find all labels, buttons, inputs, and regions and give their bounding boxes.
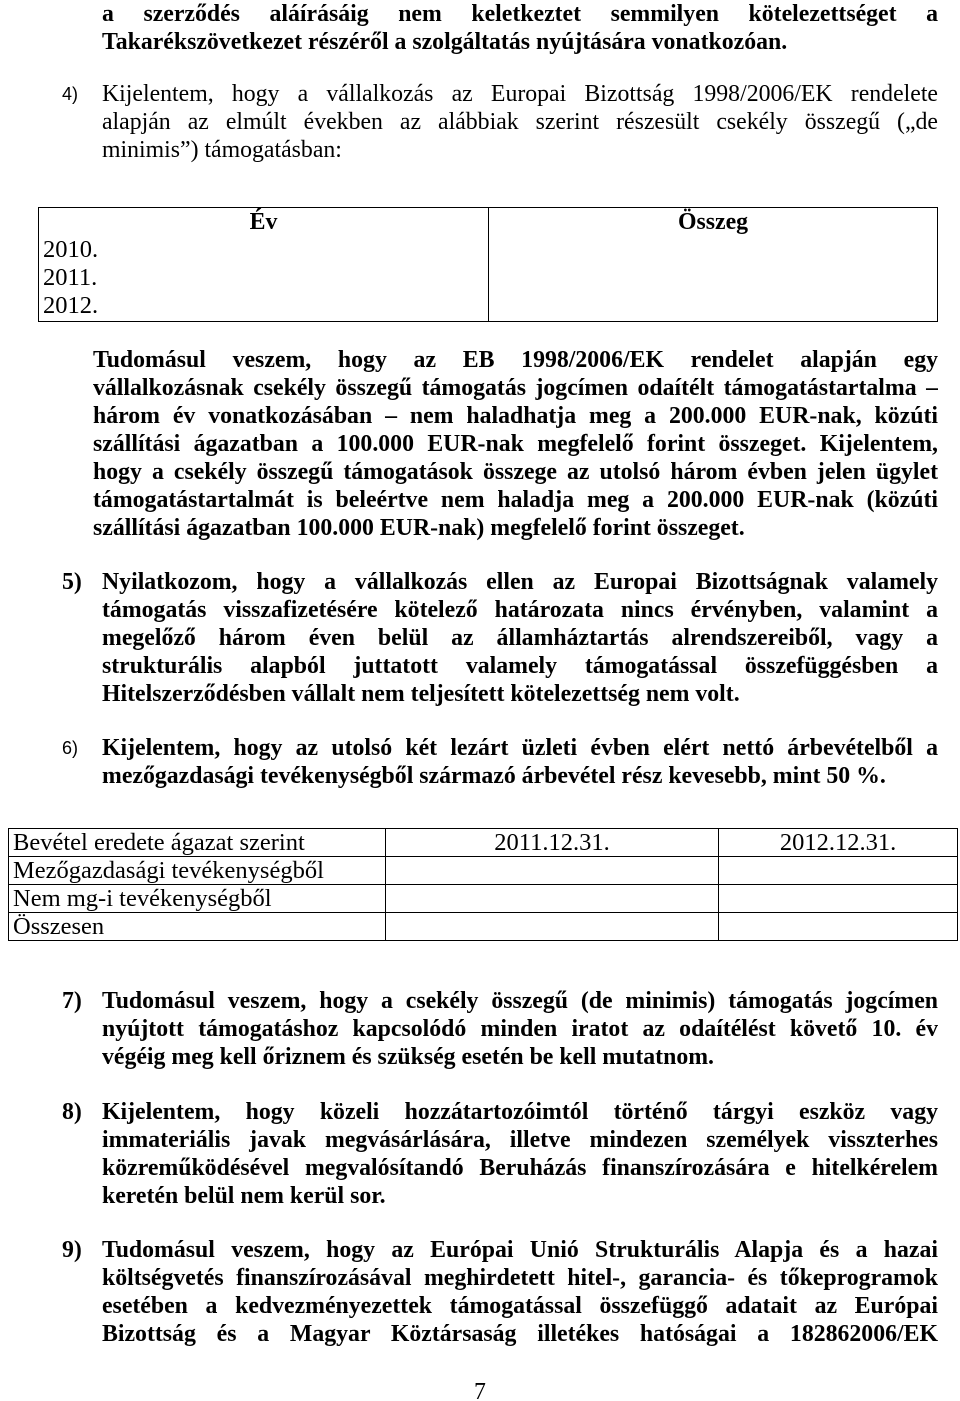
text-line: Tudomásul veszem, hogy az EB 1998/2006/EK rendelet alapján egy (93, 347, 938, 373)
text-line: Kijelentem, hogy az utolsó két lezárt üzleti évben elért nettó árbevételből a (102, 735, 938, 761)
year-header: Év (249, 209, 278, 235)
text-line: esetében a kedvezményezettek támogatással összefüggő adatait az Európai (102, 1293, 938, 1319)
table-header-cell: 2012.12.31. (719, 829, 958, 857)
text-line: megelőző három éven belül az államháztartás alrendszereiből, vagy a (102, 625, 938, 651)
revenue-source-table (8, 828, 958, 941)
text-line: Kijelentem, hogy közeli hozzátartozóimtól történő tárgyi eszköz vagy (102, 1099, 938, 1125)
text-line: hogy a csekély összegű támogatások összege az utolsó három évben jelen ügylet (93, 459, 938, 485)
text-line: három év vonatkozásában – nem haladhatja meg a 200.000 EUR-nak, közúti (93, 403, 938, 429)
text-line: a szerződés aláírásáig nem keletkeztet semmilyen kötelezettséget a (102, 1, 938, 27)
amount-header: Összeg (677, 209, 749, 235)
item-text (102, 987, 938, 1071)
text-line: nyújtott támogatáshoz kapcsolódó minden iratot az odaítélést követő 10. év (102, 1016, 938, 1042)
item-text (102, 734, 938, 790)
text-line: vállalkozásnak csekély összegű támogatás jogcímen odaítélt támogatástartalma – (93, 375, 938, 401)
item-text (102, 1236, 938, 1348)
notice-text (93, 346, 938, 542)
text-line: Takarékszövetkezet részéről a szolgáltatás nyújtására vonatkozóan. (102, 29, 788, 55)
table-cell (719, 913, 958, 941)
text-line: Hitelszerződésben vállalt nem teljesített kötelezettség nem volt. (102, 681, 740, 707)
item-number: 9) (62, 1237, 82, 1263)
table-cell (386, 913, 719, 941)
item-number: 5) (62, 569, 82, 595)
item-text (102, 1098, 938, 1210)
item-number: 8) (62, 1099, 82, 1125)
text-line: keretén belül nem kerül sor. (102, 1183, 386, 1209)
text-line: Tudomásul veszem, hogy az Európai Unió Strukturális Alapja és a hazai (102, 1237, 938, 1263)
item-text (102, 80, 938, 164)
text-line: minimis”) támogatásban: (102, 137, 342, 163)
text-line: szállítási ágazatban a 100.000 EUR-nak megfelelő forint összeget. Kijelentem, (93, 431, 938, 457)
table-header-cell: 2011.12.31. (386, 829, 719, 857)
table-header-cell: Bevétel eredete ágazat szerint (9, 829, 386, 857)
item-text (102, 568, 938, 708)
text-line: Kijelentem, hogy a vállalkozás az Europai Bizottság 1998/2006/EK rendelete (102, 81, 938, 107)
table-cell (386, 857, 719, 885)
text-line: Nyilatkozom, hogy a vállalkozás ellen az Europai Bizottságnak valamely (102, 569, 938, 595)
table-cell (386, 885, 719, 913)
year-cell: 2010. (43, 236, 99, 263)
item-number: 4) (62, 84, 79, 104)
item-number: 6) (62, 738, 79, 758)
text-line: strukturális alapból juttatott valamely támogatással összefüggésben a (102, 653, 938, 679)
text-line: költségvetés finanszírozásával meghirdetett hitel-, garancia- és tőkeprogramok (102, 1265, 938, 1291)
text-line: szállítási ágazatban 100.000 EUR-nak) megfelelő forint összeget. (93, 515, 745, 541)
de-minimis-table (38, 207, 938, 322)
text-line: Tudomásul veszem, hogy a csekély összegű (de minimis) támogatás jogcímen (102, 988, 938, 1014)
table-row-label: Nem mg-i tevékenységből (9, 885, 386, 913)
table-row-label: Összesen (9, 913, 386, 941)
amount-column (489, 208, 937, 321)
text-line: alapján az elmúlt években az alábbiak szerint részesült csekély összegű („de (102, 109, 938, 135)
year-column (39, 208, 489, 321)
year-cell: 2012. (43, 292, 99, 319)
table-cell (719, 885, 958, 913)
text-line: végéig meg kell őriznem és szükség esetén be kell mutatnom. (102, 1044, 715, 1070)
item-text (102, 0, 938, 56)
item-number: 7) (62, 988, 82, 1014)
text-line: közreműködésével megvalósítandó Beruházás finanszírozására e hitelkérelem (102, 1155, 938, 1181)
text-line: mezőgazdasági tevékenységből származó árbevétel rész kevesebb, mint 50 %. (102, 763, 886, 789)
text-line: támogatás visszafizetésére kötelező határozata nincs érvényben, valamint a (102, 597, 938, 623)
text-line: immateriális javak megvásárlására, illetve mindezen személyek visszterhes (102, 1127, 938, 1153)
table-cell (719, 857, 958, 885)
text-line: Bizottság és a Magyar Köztársaság illetékes hatóságai a 182862006/EK (102, 1321, 938, 1347)
text-line: támogatástartalmát is beleértve nem haladja meg a 200.000 EUR-nak (közúti (93, 487, 938, 513)
table-row-label: Mezőgazdasági tevékenységből (9, 857, 386, 885)
page-number: 7 (474, 1379, 486, 1401)
year-cell: 2011. (43, 264, 98, 291)
